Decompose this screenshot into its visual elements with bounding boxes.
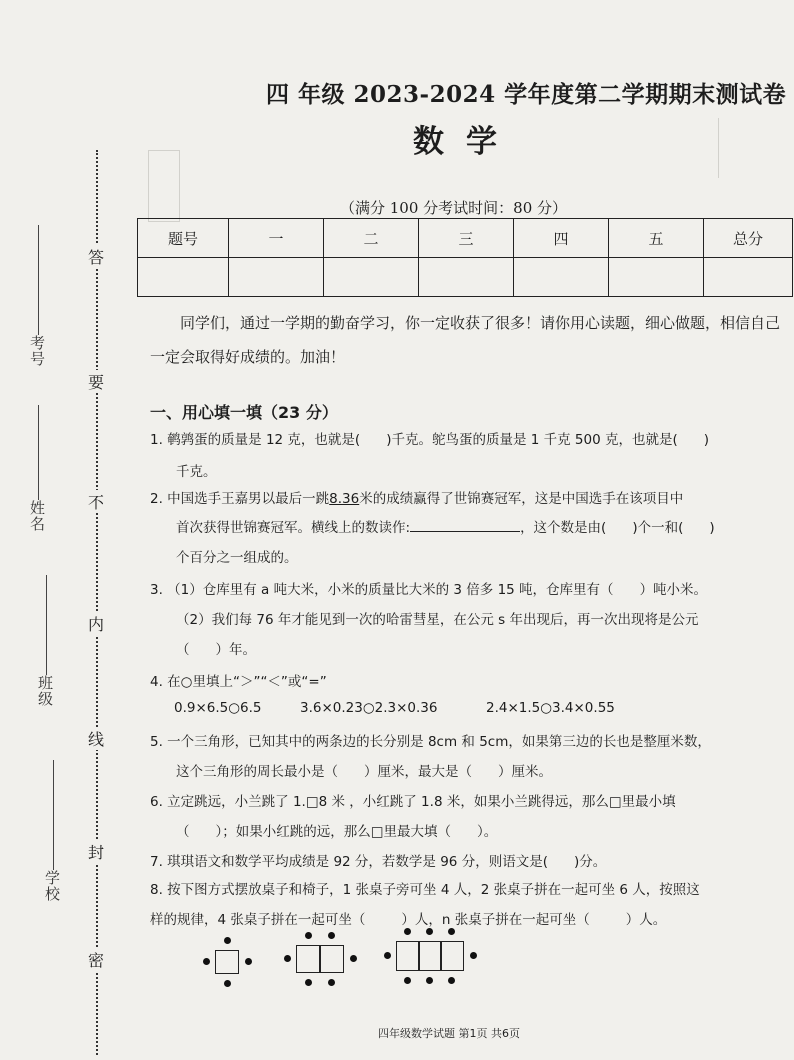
xuexiao-label: 学校 bbox=[45, 869, 61, 903]
seal-char-nei: 内 bbox=[84, 612, 108, 635]
score-cell[interactable] bbox=[514, 258, 609, 297]
q2-read-as-blank[interactable] bbox=[410, 517, 520, 532]
bleed-through-mark bbox=[148, 150, 180, 222]
xingming-line bbox=[38, 405, 39, 500]
q6-text: （ bbox=[176, 824, 190, 840]
q3-text: 3. （1）仓库里有 a 吨大米，小米的质量比大米的 3 倍多 15 吨，仓库里有（ bbox=[150, 582, 614, 598]
xingming-label: 姓名 bbox=[30, 499, 46, 533]
banji-field bbox=[38, 575, 54, 707]
chair-dot bbox=[470, 952, 477, 959]
seal-char-yao: 要 bbox=[84, 370, 108, 393]
score-header-cell: 二 bbox=[324, 219, 419, 258]
table-square bbox=[418, 941, 442, 971]
score-header-cell: 一 bbox=[229, 219, 324, 258]
score-cell[interactable] bbox=[419, 258, 514, 297]
chair-dot bbox=[426, 928, 433, 935]
seal-char-bu: 不 bbox=[84, 490, 108, 513]
banji-line bbox=[46, 575, 47, 675]
score-cell[interactable] bbox=[324, 258, 419, 297]
chair-dot bbox=[245, 958, 252, 965]
binding-dotted-line bbox=[96, 150, 98, 1055]
q6-line1: 6. 立定跳远，小兰跳了 1.□8 米 ，小红跳了 1.8 米，如果小兰跳得远，那么□里最小填 bbox=[150, 794, 676, 810]
q2-text: ) bbox=[709, 520, 715, 536]
q6-text: ）；如果小红跳的远，那么□里最大填（ bbox=[215, 824, 452, 840]
score-table-header-row bbox=[138, 219, 793, 258]
q8-line2 bbox=[150, 908, 666, 928]
score-header-cell: 四 bbox=[514, 219, 609, 258]
chair-dot bbox=[328, 932, 335, 939]
seal-char-mi: 密 bbox=[84, 948, 108, 971]
q1-text: )千克。鸵鸟蛋的质量是 1 千克 500 克，也就是( bbox=[386, 432, 678, 448]
q1-text: 1. 鹌鹑蛋的质量是 12 克，也就是( bbox=[150, 432, 361, 448]
score-header-cell: 五 bbox=[609, 219, 704, 258]
q5-text: ）厘米，最大是（ bbox=[364, 764, 472, 780]
xingming-field bbox=[30, 405, 46, 532]
q7-text: 7. 琪琪语文和数学平均成绩是 92 分，若数学是 96 分，则语文是( bbox=[150, 854, 548, 870]
q1-text: ) bbox=[703, 432, 710, 448]
q5-text: 这个三角形的周长最小是（ bbox=[176, 764, 338, 780]
q2-text: 首次获得世锦赛冠军。横线上的数读作: bbox=[176, 520, 411, 536]
chair-dot bbox=[448, 977, 455, 984]
kaohao-line bbox=[38, 225, 39, 335]
score-table bbox=[137, 218, 793, 297]
kaohao-label: 考号 bbox=[30, 334, 46, 368]
score-header-cell: 题号 bbox=[138, 219, 229, 258]
chair-dot bbox=[404, 928, 411, 935]
chair-dot bbox=[384, 952, 391, 959]
table-square bbox=[319, 945, 344, 973]
chair-dot bbox=[203, 958, 210, 965]
score-table-score-row bbox=[138, 258, 793, 297]
score-cell[interactable] bbox=[138, 258, 229, 297]
q8-text: 样的规律，4 张桌子拼在一起可坐（ bbox=[150, 912, 366, 928]
q2-line1 bbox=[150, 487, 683, 507]
chair-dot bbox=[224, 980, 231, 987]
score-header-cell: 总分 bbox=[704, 219, 793, 258]
table-square bbox=[396, 941, 420, 971]
q2-text: 2. 中国选手王嘉男以最后一跳 bbox=[150, 491, 330, 507]
q3-part1 bbox=[150, 578, 707, 598]
q5-line1: 5. 一个三角形，已知其中的两条边的长分别是 8cm 和 5cm，如果第三边的长也是整厘米数， bbox=[150, 734, 711, 750]
q6-line2 bbox=[176, 820, 497, 840]
q2-underlined-number: 8.36 bbox=[329, 491, 360, 507]
exam-meta: （满分 100 分考试时间：80 分） bbox=[340, 199, 568, 217]
table-square bbox=[296, 945, 321, 973]
chair-dot bbox=[448, 928, 455, 935]
q4-item-3[interactable]: 2.4×1.5○3.4×0.55 bbox=[486, 700, 615, 716]
chair-dot bbox=[305, 932, 312, 939]
q3-text: ）吨小米。 bbox=[639, 582, 708, 598]
xuexiao-line bbox=[53, 760, 54, 870]
xuexiao-field bbox=[45, 760, 61, 902]
table-square bbox=[215, 950, 239, 974]
q5-text: ）厘米。 bbox=[498, 764, 552, 780]
table-square bbox=[440, 941, 464, 971]
q3-part2-end bbox=[176, 638, 256, 658]
chair-dot bbox=[404, 977, 411, 984]
chair-dot bbox=[284, 955, 291, 962]
q1-line2: 千克。 bbox=[176, 464, 217, 480]
page-footer: 四年级数学试题 第1页 共6页 bbox=[378, 1027, 520, 1040]
q2-text: ，这个数是由( bbox=[520, 520, 607, 536]
q7-text: )分。 bbox=[573, 854, 607, 870]
q7-line bbox=[150, 850, 606, 870]
intro-text: 同学们，通过一学期的勤奋学习，你一定收获了很多！请你用心读题，细心做题，相信自己一定会取得好成绩的。加油！ bbox=[150, 314, 781, 366]
q3-text: ）年。 bbox=[215, 642, 256, 658]
q2-text: 米的成绩赢得了世锦赛冠军，这是中国选手在该项目中 bbox=[359, 491, 684, 507]
exam-title: 四 年级 2023-2024 学年度第二学期期末测试卷 bbox=[266, 81, 787, 108]
chair-dot bbox=[426, 977, 433, 984]
seal-char-da: 答 bbox=[84, 245, 108, 268]
q3-text: （ bbox=[176, 642, 190, 658]
q4-item-1[interactable]: 0.9×6.5○6.5 bbox=[174, 700, 262, 716]
chair-dot bbox=[305, 979, 312, 986]
q8-text: ）人。 bbox=[625, 912, 667, 928]
chair-dot bbox=[328, 979, 335, 986]
banji-label: 班级 bbox=[38, 674, 54, 708]
section1-title: 一、用心填一填（23 分） bbox=[150, 403, 338, 422]
q5-line2 bbox=[176, 760, 552, 780]
seal-char-feng: 封 bbox=[84, 840, 108, 863]
seal-char-xian: 线 bbox=[84, 727, 108, 750]
q8-line1: 8. 按下图方式摆放桌子和椅子，1 张桌子旁可坐 4 人，2 张桌子拼在一起可坐 6 人，按照这 bbox=[150, 882, 700, 898]
q3-part2: （2）我们每 76 年才能见到一次的哈雷彗星，在公元 s 年出现后，再一次出现将是公元 bbox=[176, 612, 699, 628]
q2-line3: 个百分之一组成的。 bbox=[176, 550, 298, 566]
score-cell[interactable] bbox=[609, 258, 704, 297]
q4-item-2[interactable]: 3.6×0.23○2.3×0.36 bbox=[300, 700, 438, 716]
score-cell[interactable] bbox=[229, 258, 324, 297]
q6-text: ）。 bbox=[477, 824, 498, 840]
q1-line1 bbox=[150, 428, 709, 448]
kaohao-field bbox=[30, 225, 46, 367]
q2-text: )个一和( bbox=[632, 520, 684, 536]
chair-dot bbox=[224, 937, 231, 944]
q8-text: ）人，n 张桌子拼在一起可坐（ bbox=[401, 912, 590, 928]
chair-dot bbox=[350, 955, 357, 962]
bleed-through-mark bbox=[718, 118, 759, 178]
q2-line2 bbox=[176, 516, 715, 536]
q4-stem: 4. 在○里填上“＞”“＜”或“=” bbox=[150, 674, 327, 690]
score-header-cell: 三 bbox=[419, 219, 514, 258]
score-cell[interactable] bbox=[704, 258, 793, 297]
subject-title: 数学 bbox=[413, 124, 519, 160]
